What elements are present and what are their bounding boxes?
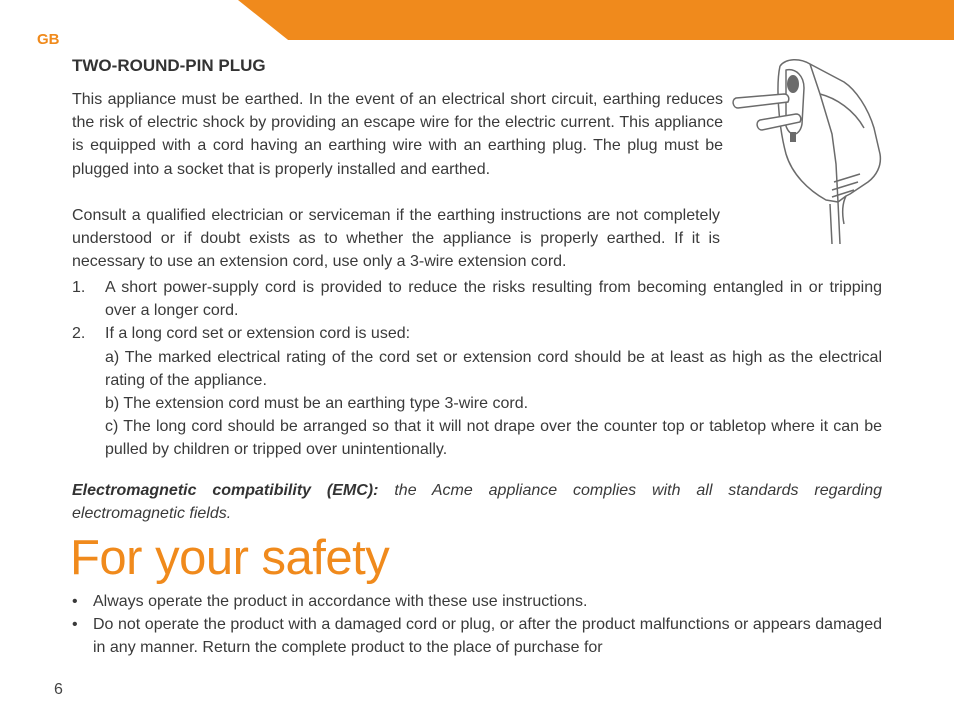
bullet-item (72, 613, 882, 659)
plug-illustration-icon (726, 54, 896, 244)
safety-heading: For your safety (70, 531, 390, 585)
plug-paragraph-1: This appliance must be earthed. In the event of an electrical short circuit, earthing reduces the risk of electric shock by providing an escape wire for the electric current. This appliance is equipped with a cord having an earthing wire with an earthing plug. The plug must be plugged into a socket that is properly installed and earthed. (72, 91, 723, 178)
list-item-text: A short power-supply cord is provided to reduce the risks resulting from becoming entangled in or tripping over a longer cord. (105, 279, 882, 320)
list-item (72, 276, 882, 322)
header-accent-band (238, 0, 954, 40)
plug-paragraph-2-text: Consult a qualified electrician or serviceman if the earthing instructions are not completely understood or if doubt exists as to whether the appliance is properly earthed. If it is necessary to use an extension cord, use only a 3-wire extension cord. (72, 207, 720, 271)
sub-list-item: a) The marked electrical rating of the cord set or extension cord should be at least as high as the electrical rating of the appliance. (105, 348, 882, 389)
sub-list-item: b) The extension cord must be an earthing type 3-wire cord. (105, 395, 529, 413)
page-number: 6 (54, 681, 63, 698)
emc-statement (72, 479, 882, 525)
bullet-text: Do not operate the product with a damaged cord or plug, or after the product malfunctions or appears damaged in any manner. Return the complete product to the place of purchase for (93, 616, 882, 657)
bullet-item (72, 590, 882, 613)
emc-label: Electromagnetic compatibility (EMC): (72, 482, 379, 499)
list-item-number: 1. (72, 279, 86, 296)
bullet-dot-icon: • (72, 593, 78, 610)
bullet-text: Always operate the product in accordance with these use instructions. (93, 593, 588, 610)
language-badge: GB (37, 31, 60, 48)
bullet-dot-icon: • (72, 616, 78, 634)
plug-instructions-list (72, 276, 882, 462)
list-item-text: If a long cord set or extension cord is used: (105, 325, 411, 343)
list-item (72, 322, 882, 345)
safety-bullet-list (72, 590, 882, 660)
emc-text: the Acme appliance complies with all standards regarding electromagnetic fields. (72, 482, 883, 523)
list-item-number: 2. (72, 325, 86, 343)
section-heading: TWO-ROUND-PIN PLUG (72, 56, 266, 75)
sub-list-item: c) The long cord should be arranged so that it will not drape over the counter top or tabletop where it can be pulled by children or tripped over unintentionally. (105, 418, 882, 459)
